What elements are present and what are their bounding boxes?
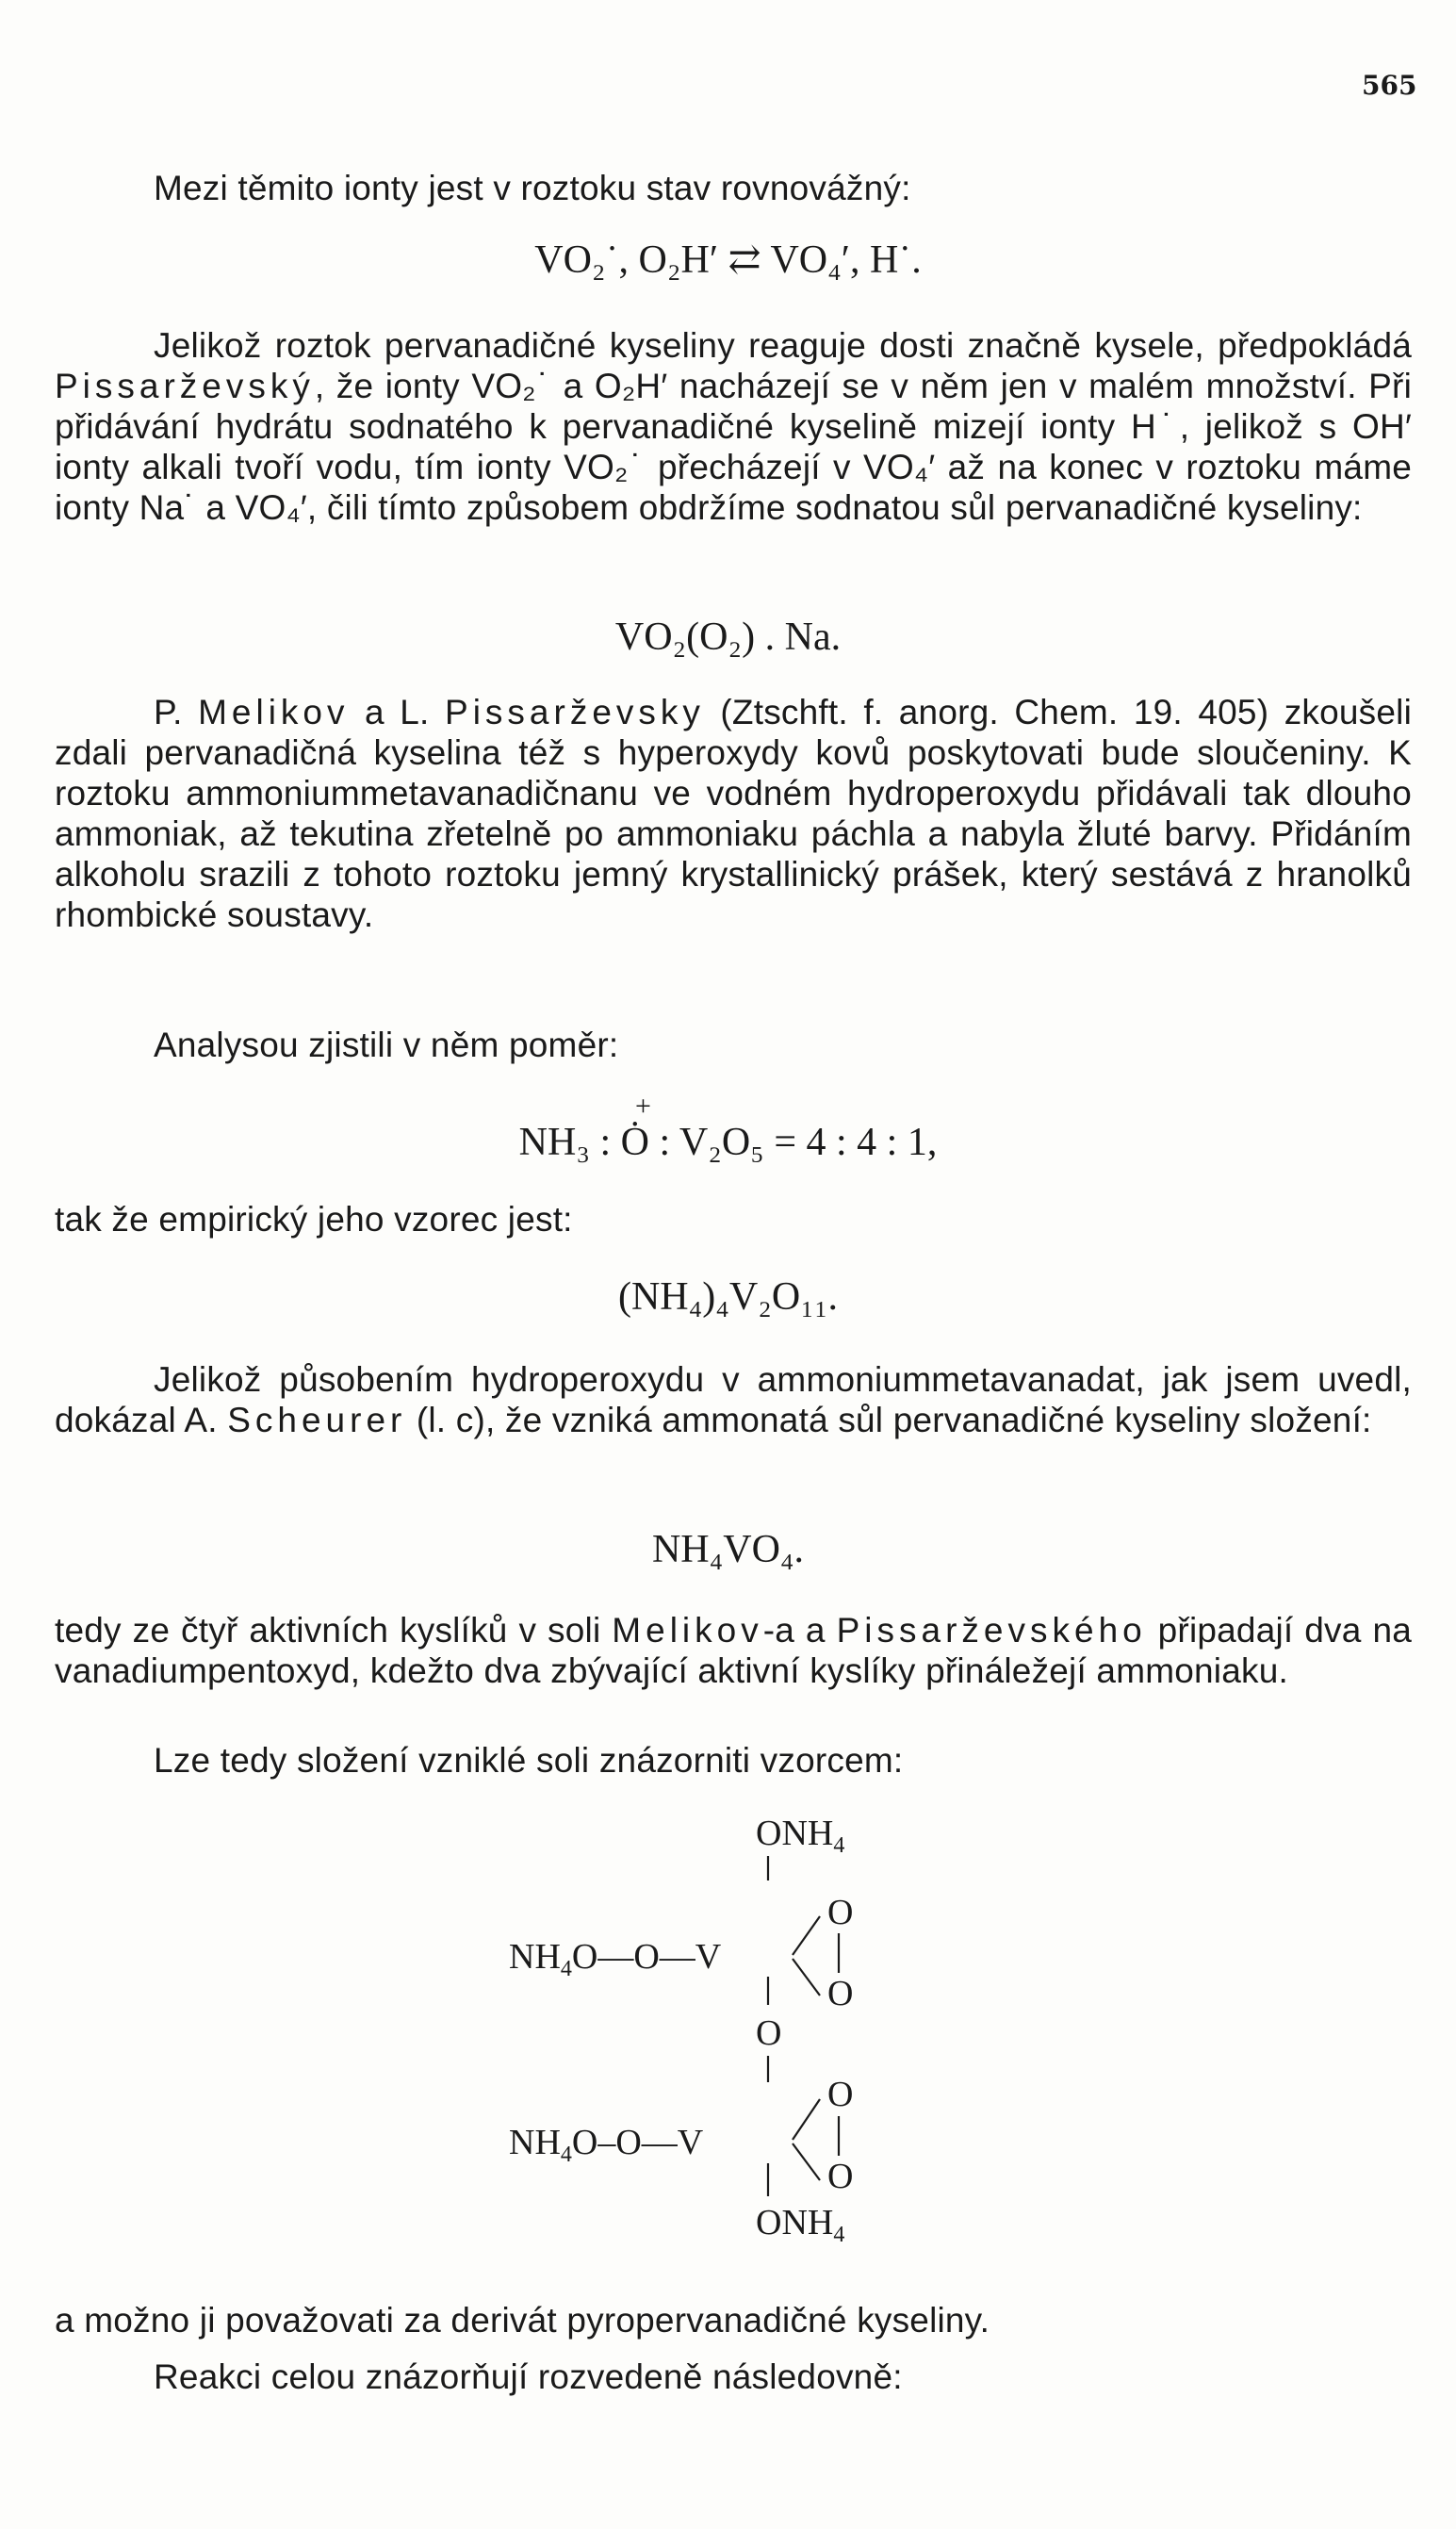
bond-line <box>793 1916 820 1955</box>
text-run: -a a <box>762 1611 837 1650</box>
bond-line <box>793 1959 820 1995</box>
paragraph-analysis: Analysou zjistili v něm poměr: <box>154 1026 619 1064</box>
text-run: a L. <box>349 693 446 731</box>
author-name: Scheurer <box>227 1401 407 1439</box>
equation-ion-equilibrium: VO₂˙, O₂H′ ⇄ VO₄′, H˙. <box>534 238 922 282</box>
bond-line <box>793 2143 820 2180</box>
text-run: připadají dva na vanadiumpentoxyd, kdežto dva zbývající aktivní kyslíky přináležejí ammoniaku. <box>55 1611 1413 1690</box>
formula-bridge-o: O <box>756 2013 782 2053</box>
formula-onh4-top: $ONH_4$ <box>756 1815 845 1858</box>
text-run: (Ztschft. f. anorg. Chem. 19. 405) zkoušeli zdali pervanadičná kyselina též s hyperoxydy kovů poskytovati bude sloučeniny. K roztoku ammoniummetavanadičnanu ve vodném hydroperoxydu přidávali tak dlouho ammoniak, až tekutina zřetelně po ammoniaku páchla a nabyla žluté barvy. Přidáním alkoholu srazili z tohoto roztoku jemný krystallinický prášek, který sestává z hranolků rhombické soustavy. <box>55 693 1412 934</box>
formula-onh4-bottom: $ONH_4$ <box>756 2203 845 2247</box>
author-name: Pissarževský <box>55 367 315 405</box>
author-name: Pissarževsky <box>445 693 705 731</box>
plus-sign: + <box>635 1091 651 1122</box>
text-run: (l. c), že vzniká ammonatá sůl pervanadičné kyseliny složení: <box>406 1401 1372 1439</box>
structural-formula <box>509 1815 924 2258</box>
author-name: Melikov <box>198 693 350 731</box>
text-run: Jelikož působením hydroperoxydu v ammoniummetavanadat, jak jsem uvedl, dokázal A. <box>55 1360 1412 1439</box>
formula-peroxo-o1: O <box>827 1893 854 1932</box>
bond-line <box>793 2099 820 2140</box>
paragraph-active-oxygen <box>55 1610 1412 1691</box>
formula-nh4o-bottom: $NH_4O-O—V$ <box>509 2123 704 2167</box>
author-name: Melikov <box>612 1611 763 1650</box>
paragraph-formula-intro: Lze tedy složení vzniklé soli znázorniti vzorcem: <box>154 1741 904 1780</box>
paragraph-melikov <box>55 692 1412 935</box>
text-run: , že ionty VO₂˙ a O₂H′ nacházejí se v něm jen v malém množství. Při přidávání hydrátu sodnatého k pervanadičné kyselině mizejí ionty H˙, jelikož s OH′ ionty alkali tvoří vodu, tím ionty VO₂˙ přecházejí v VO₄′ až na konec v roztoku máme ionty Na˙ a VO₄′, čili tímto způsobem obdržíme sodnatou sůl pervanadičné kyseliny: <box>55 367 1412 527</box>
equation-ammonium-salt: NH₄VO₄. <box>651 1528 805 1571</box>
equation-ratio: NH₃ : Ȯ : V₂O₅ = 4 : 4 : 1, <box>518 1121 938 1164</box>
paragraph-reaction-intro: Reakci celou znázorňují rozvedeně následovně: <box>154 2357 903 2396</box>
equation-sodium-salt: VO₂(O₂) . Na. <box>614 616 842 659</box>
paragraph-derivative: a možno ji považovati za derivát pyropervanadičné kyseliny. <box>55 2301 990 2340</box>
formula-peroxo-o2: O <box>827 1974 854 2013</box>
paragraph-scheurer <box>55 1359 1412 1440</box>
formula-peroxo-o3: O <box>827 2075 854 2114</box>
text-run: tedy ze čtyř aktivních kyslíků v soli <box>55 1611 613 1650</box>
page-number: 565 <box>1362 70 1417 101</box>
text-run: P. <box>154 693 199 731</box>
paragraph-intro: Mezi těmito ionty jest v roztoku stav rovnovážný: <box>154 169 911 207</box>
equation-empirical-formula: (NH₄)₄V₂O₁₁. <box>617 1275 838 1319</box>
formula-peroxo-o4: O <box>827 2157 854 2196</box>
formula-nh4o-top: $NH_4O—O—V$ <box>509 1937 722 1981</box>
author-name: Pissarževského <box>836 1611 1147 1650</box>
paragraph-pissarzhevsky <box>55 325 1412 528</box>
text-run: Jelikož roztok pervanadičné kyseliny reaguje dosti značně kysele, předpokládá <box>154 326 1412 365</box>
paragraph-empirical: tak že empirický jeho vzorec jest: <box>55 1200 573 1239</box>
